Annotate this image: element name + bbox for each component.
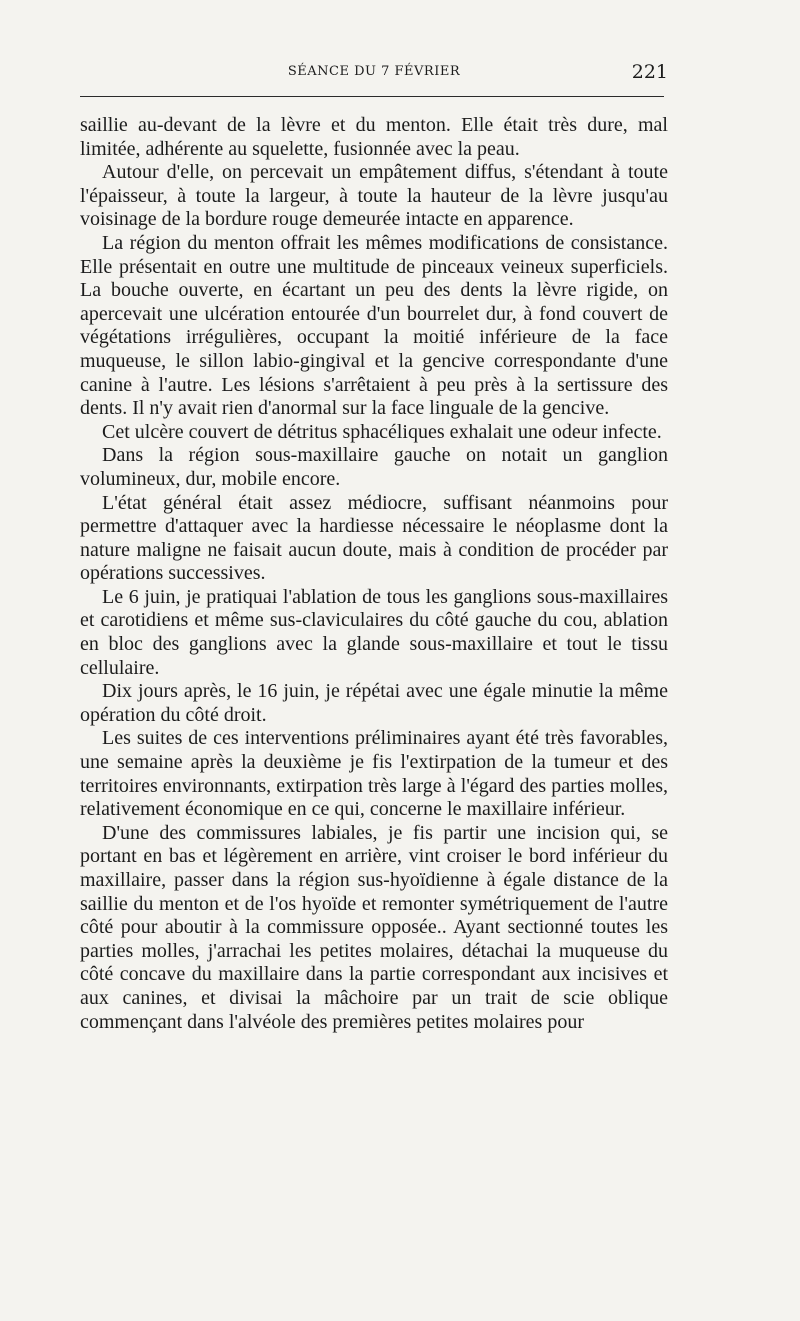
paragraph: Dans la région sous-maxillaire gauche on notait un ganglion volumineux, dur, mobile encore. bbox=[80, 444, 668, 490]
paragraph: saillie au-devant de la lèvre et du menton. Elle était très dure, mal limitée, adhérente au squelette, fusionnée avec la peau. bbox=[80, 114, 668, 160]
paragraph: Cet ulcère couvert de détritus sphacéliques exhalait une odeur infecte. bbox=[102, 420, 662, 443]
body-text bbox=[80, 114, 668, 1034]
paragraph: La région du menton offrait les mêmes modifications de consistance. Elle présentait en outre une multitude de pinceaux veineux superficiels. La bouche ouverte, en écartant un peu des dents la lèvre rigide, on apercevait une ulcération entourée d'un bourrelet dur, à fond couvert de végétations irrégulières, occupant la moitié inférieure de la face muqueuse, le sillon labio-gingival et la gencive correspondante d'une canine à l'autre. Les lésions s'arrêtaient à peu près à la sertissure des dents. Il n'y avait rien d'anormal sur la face linguale de la gencive. bbox=[80, 231, 668, 420]
page-number: 221 bbox=[631, 61, 668, 83]
header-rule bbox=[80, 96, 664, 97]
page-header bbox=[80, 58, 668, 86]
paragraph: L'état général était assez médiocre, suffisant néanmoins pour permettre d'attaquer avec la hardiesse nécessaire le néoplasme dont la nature maligne ne faisait aucun doute, mais à condition de procéder par opérations successives. bbox=[80, 491, 668, 585]
paragraph: Les suites de ces interventions préliminaires ayant été très favorables, une semaine après la deuxième je fis l'extirpation de la tumeur et des territoires environnants, extirpation très large à l'égard des parties molles, relativement économique en ce qui, concerne le maxillaire inférieur. bbox=[80, 727, 668, 821]
paragraph: Dix jours après, le 16 juin, je répétai avec une égale minutie la même opération du côté droit. bbox=[80, 680, 668, 726]
paragraph: Autour d'elle, on percevait un empâtement diffus, s'étendant à toute l'épaisseur, à toute la largeur, à toute la hauteur de la lèvre jusqu'au voisinage de la bordure rouge demeurée intacte en apparence. bbox=[80, 161, 668, 231]
paragraph: D'une des commissures labiales, je fis partir une incision qui, se portant en bas et légèrement en arrière, vint croiser le bord inférieur du maxillaire, passer dans la région sus-hyoïdienne à égale distance de la saillie du menton et de l'os hyoïde et remonter symétriquement de l'autre côté pour aboutir à la commissure opposée.. Ayant sectionné toutes les parties molles, j'arrachai les petites molaires, détachai la muqueuse du côté concave du maxillaire dans la partie correspondant aux incisives et aux canines, et divisai la mâchoire par un trait de scie oblique commençant dans l'alvéole des premières petites molaires pour bbox=[80, 821, 668, 1033]
paragraph: Le 6 juin, je pratiquai l'ablation de tous les ganglions sous-maxillaires et carotidiens et même sus-claviculaires du côté gauche du cou, ablation en bloc des ganglions avec la glande sous-maxillaire et tout le tissu cellulaire. bbox=[80, 585, 668, 679]
running-head: SÉANCE DU 7 FÉVRIER bbox=[287, 64, 461, 79]
